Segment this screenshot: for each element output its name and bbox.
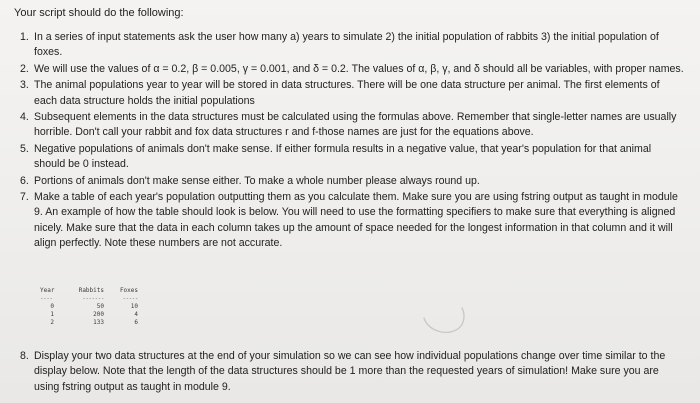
table-row [40,311,138,319]
item-text: Portions of animals don't make sense either. To make a whole number please always round up. [34,174,480,187]
list-item [20,190,684,252]
table-separator-row [40,295,138,303]
list-item [20,174,684,189]
table-header-row [40,287,138,295]
item-number: 4. [20,111,29,124]
item-number: 2. [20,62,29,75]
item-number: 6. [20,174,29,187]
separator-foxes: ----- [122,295,138,302]
cell-foxes: 4 [134,311,138,318]
item-text: Display your two data structures at the end of your simulation so we can see how individual populations change over time similar to the display below. Note that the length of the data structures should be 1 more than the requested years of simulation! Make sure you are using fstring output as taught in module 9. [34,350,666,393]
header-year: Year [40,287,55,294]
separator-year: ---- [40,295,53,302]
cell-foxes: 6 [134,319,138,326]
separator-rabbits: ------- [82,295,104,302]
list-item [20,30,684,61]
cell-rabbits: 133 [93,319,104,326]
pencil-scribble-mark [420,300,470,340]
list-item [20,349,684,395]
intro-heading: Your script should do the following: [14,7,184,19]
cell-rabbits: 50 [96,303,104,310]
table-row [40,303,138,311]
list-item [20,110,684,141]
instruction-list [20,30,684,253]
item-number: 3. [20,79,29,92]
item-text: In a series of input statements ask the user how many a) years to simulate 2) the initial population of rabbits 3) the initial population of foxes. [34,31,659,59]
cell-year: 1 [50,311,54,318]
item-number: 7. [20,191,29,204]
item-text: Negative populations of animals don't make sense. If either formula results in a negative value, that year's population for that animal should be 0 instead. [34,142,652,171]
list-item [20,78,684,109]
item-number: 8. [20,350,29,362]
item-text: The animal populations year to year will be stored in data structures. There will be one data structure per animal. The first elements of each data structure holds the initial populations [34,79,660,107]
cell-rabbits: 200 [93,311,104,318]
item-text: Subsequent elements in the data structures must be calculated using the formulas above. Remember that single-letter names are usually horrible. Don't call your rabbit and fox data structures r and f-those names are just for the equations above. [34,111,677,139]
list-item [20,62,684,77]
cell-foxes: 10 [130,303,138,310]
header-rabbits: Rabbits [78,287,104,294]
item-text: Make a table of each year's population outputting them as you calculate them. Make sure you are using fstring output as taught in module 9. An example of how the table should look is below. You will need to use the formatting specifiers to make sure that everything is aligned nicely. Make sure that the data in each column takes up the amount of space needed for the longest information in that column and it will align perfectly. Note these numbers are not accurate. [34,191,678,250]
cell-year: 0 [50,303,54,310]
item-number: 1. [20,31,29,43]
header-foxes: Foxes [119,287,138,294]
list-item [20,142,684,173]
table-row [40,319,138,327]
example-population-table [40,287,138,327]
cell-year: 2 [50,319,54,326]
item-number: 5. [20,142,29,155]
item-text: We will use the values of α = 0.2, β = 0.005, γ = 0.001, and δ = 0.2. The values of α, β, γ, and δ should all be variables, with proper names. [34,62,684,75]
